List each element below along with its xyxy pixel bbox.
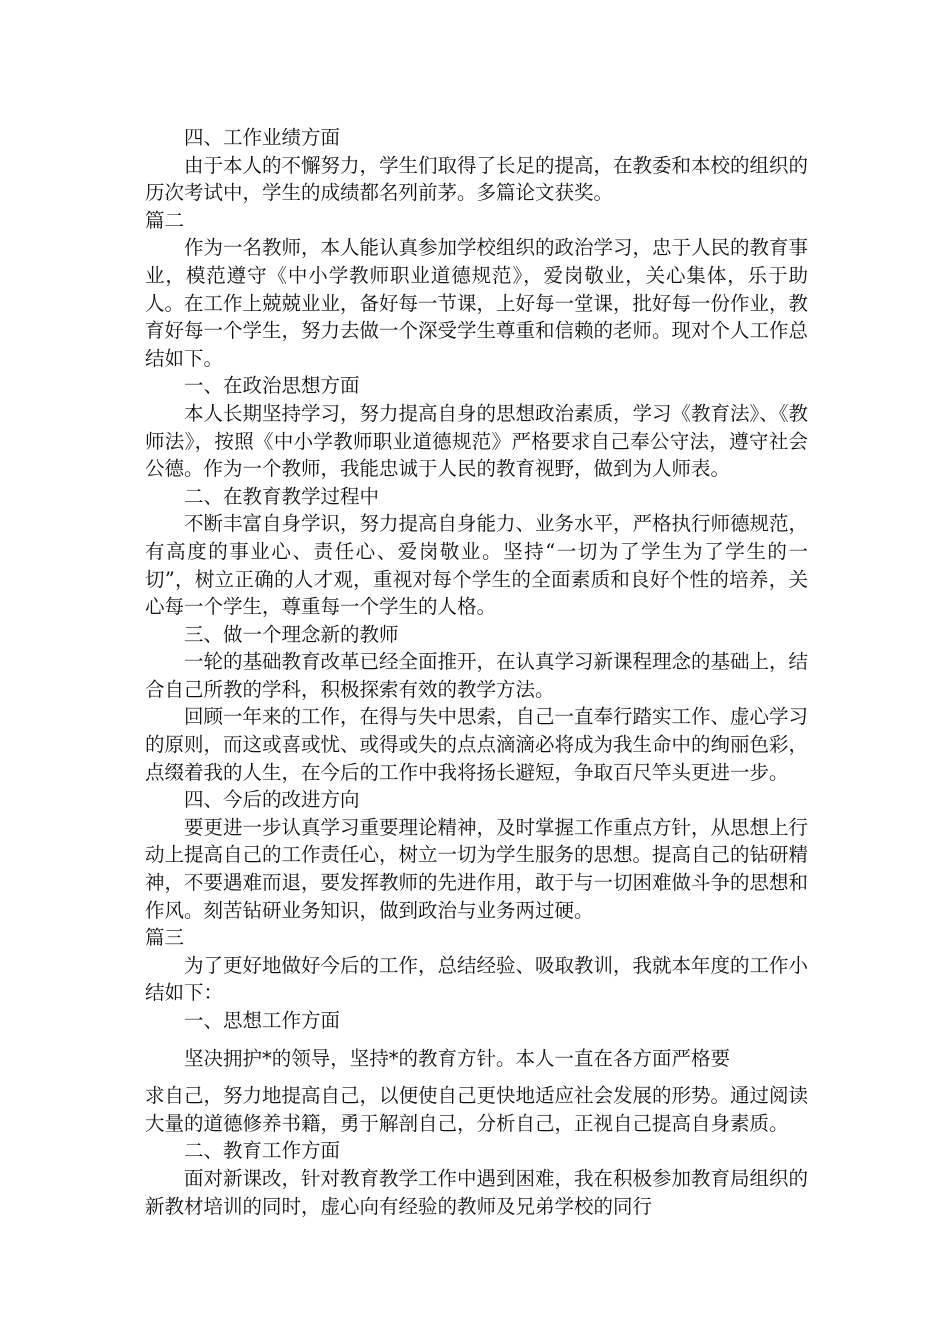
section-heading: 一、在政治思想方面	[184, 374, 360, 398]
section-heading: 二、教育工作方面	[184, 1139, 341, 1163]
paragraph: 一轮的基础教育改革已经全面推开，在认真学习新课程理念的基础上，结合自己所教的学科，积极探索有效的教学方法。	[145, 650, 809, 701]
section-heading: 四、工作业绩方面	[184, 126, 341, 149]
paragraph: 由于本人的不懈努力，学生们取得了长足的提高，在教委和本校的组织的历次考试中，学生的成绩都名列前茅。多篇论文获奖。	[145, 153, 809, 205]
section-heading: 二、在教育教学过程中	[184, 484, 380, 508]
document-body	[145, 124, 808, 1220]
paragraph: 作为一名教师，本人能认真参加学校组织的政治学习，忠于人民的教育事业，模范遵守《中小学教师职业道德规范》，爱岗敬业，关心集体，乐于助人。在工作上兢兢业业，备好每一节课，上好每一堂课，批好每一份作业，教育好每一个学生，努力去做一个深受学生尊重和信赖的老师。现对个人工作总结如下。	[145, 236, 809, 370]
part-heading: 篇二	[145, 208, 185, 232]
paragraph: 本人长期坚持学习，努力提高自身的思想政治素质，学习《教育法》、《教师法》，按照《中小学教师职业道德规范》严格要求自己奉公守法，遵守社会公德。作为一个教师，我能忠诚于人民的教育视野，做到为人师表。	[145, 401, 809, 481]
paragraph: 要更进一步认真学习重要理论精神，及时掌握工作重点方针，从思想上行动上提高自己的工作责任心，树立一切为学生服务的思想。提高自己的钻研精神，不要遇难而退，要发挥教师的先进作用，敢于与一切困难做斗争的思想和作风。刻苦钻研业务知识，做到政治与业务两过硬。	[145, 815, 809, 922]
section-heading: 一、思想工作方面	[184, 1009, 341, 1032]
paragraph: 坚决拥护*的领导，坚持*的教育方针。本人一直在各方面严格要	[184, 1046, 731, 1070]
paragraph: 为了更好地做好今后的工作，总结经验、吸取教训，我就本年度的工作小结如下：	[145, 953, 809, 1005]
part-heading: 篇三	[145, 926, 185, 950]
paragraph: 不断丰富自身学识，努力提高自身能力、业务水平，严格执行师德规范，有高度的事业心、责任心、爱岗敬业。坚持“一切为了学生为了学生的一切”，树立正确的人才观，重视对每个学生的全面素质和良好个性的培养，关心每一个学生，尊重每一个学生的人格。	[145, 512, 809, 619]
paragraph: 回顾一年来的工作，在得与失中思索，自己一直奉行踏实工作、虚心学习的原则，而这或喜或忧、或得或失的点点滴滴必将成为我生命中的绚丽色彩，点缀着我的人生，在今后的工作中我将扬长避短，争取百尺竿头更进一步。	[145, 705, 809, 784]
paragraph-continued: 求自己，努力地提高自己，以便使自己更快地适应社会发展的形势。通过阅读大量的道德修养书籍，勇于解剖自己，分析自己，正视自己提高自身素质。	[145, 1084, 809, 1135]
section-heading: 四、今后的改进方向	[184, 788, 360, 812]
paragraph: 面对新课改，针对教育教学工作中遇到困难，我在积极参加教育局组织的新教材培训的同时，虚心向有经验的教师及兄弟学校的同行	[145, 1166, 809, 1218]
section-heading: 三、做一个理念新的教师	[184, 622, 399, 646]
